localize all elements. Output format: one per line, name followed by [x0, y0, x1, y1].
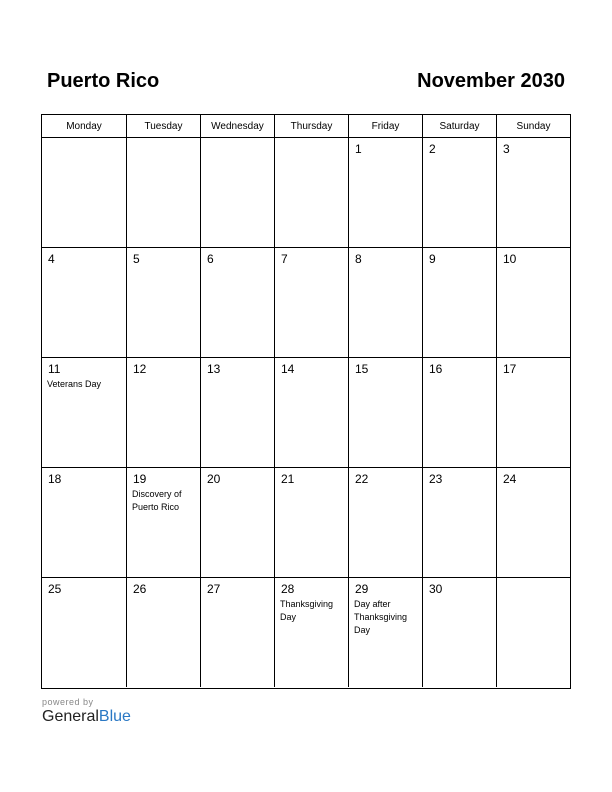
day-cell — [201, 138, 275, 247]
holiday-label: Discovery of Puerto Rico — [132, 489, 182, 512]
calendar-header — [47, 70, 565, 100]
day-cell — [349, 138, 423, 247]
day-cell — [423, 248, 497, 357]
day-number: 29 — [355, 582, 369, 596]
day-cell — [275, 248, 349, 357]
day-number: 7 — [281, 252, 288, 266]
day-cell — [349, 578, 423, 687]
day-number: 14 — [281, 362, 295, 376]
day-number: 9 — [429, 252, 436, 266]
day-cell — [201, 468, 275, 577]
weekday-wednesday: Wednesday — [201, 115, 275, 137]
day-number: 19 — [133, 472, 147, 486]
holiday-label: Day after Thanksgiving Day — [354, 599, 408, 635]
holiday-label: Thanksgiving Day — [280, 599, 334, 622]
day-number: 22 — [355, 472, 369, 486]
day-number: 25 — [48, 582, 62, 596]
day-cell — [423, 358, 497, 467]
day-cell — [42, 248, 127, 357]
day-number: 20 — [207, 472, 221, 486]
weekday-sunday: Sunday — [516, 120, 551, 132]
day-cell — [349, 248, 423, 357]
day-cell — [497, 248, 570, 357]
day-cell — [201, 248, 275, 357]
day-number: 24 — [503, 472, 517, 486]
day-cell — [423, 138, 497, 247]
day-cell — [42, 358, 127, 467]
day-cell — [127, 358, 201, 467]
week-row — [42, 358, 570, 468]
weekday-saturday: Saturday — [423, 115, 497, 137]
day-cell — [127, 138, 201, 247]
country-title: Puerto Rico — [47, 70, 160, 92]
day-cell — [201, 578, 275, 687]
day-cell — [127, 578, 201, 687]
calendar-grid — [41, 114, 571, 689]
brand-name-blue: Blue — [98, 708, 131, 725]
month-title: November 2030 — [417, 70, 565, 92]
week-row — [42, 578, 570, 687]
day-cell — [275, 468, 349, 577]
day-cell — [201, 358, 275, 467]
day-number: 16 — [429, 362, 443, 376]
weekday-monday: Monday — [42, 115, 127, 137]
day-number: 15 — [355, 362, 369, 376]
day-number: 1 — [355, 142, 362, 156]
day-number: 30 — [429, 582, 443, 596]
day-number: 4 — [48, 252, 55, 266]
day-number: 28 — [281, 582, 295, 596]
day-number: 13 — [207, 362, 221, 376]
weekday-header-row — [42, 115, 570, 138]
day-cell — [42, 468, 127, 577]
week-row — [42, 468, 570, 578]
day-cell — [497, 138, 570, 247]
day-cell — [42, 138, 127, 247]
day-number: 6 — [207, 252, 214, 266]
day-number: 5 — [133, 252, 140, 266]
weekday-thursday: Thursday — [275, 115, 349, 137]
brand-logo — [42, 708, 131, 726]
day-cell — [275, 358, 349, 467]
weekday-friday: Friday — [349, 115, 423, 137]
powered-by-text: powered by — [42, 697, 94, 707]
day-number: 18 — [48, 472, 62, 486]
day-number: 21 — [281, 472, 295, 486]
day-cell — [349, 468, 423, 577]
weekday-tuesday: Tuesday — [127, 115, 201, 137]
day-number: 26 — [133, 582, 147, 596]
day-number: 3 — [503, 142, 510, 156]
day-cell — [127, 468, 201, 577]
day-number: 17 — [503, 362, 517, 376]
day-number: 23 — [429, 472, 443, 486]
day-number: 10 — [503, 252, 517, 266]
day-cell — [275, 578, 349, 687]
week-row — [42, 138, 570, 248]
day-cell — [275, 138, 349, 247]
day-cell — [42, 578, 127, 687]
day-cell — [497, 468, 570, 577]
footer-branding — [42, 697, 131, 726]
day-cell — [497, 358, 570, 467]
day-cell — [423, 468, 497, 577]
holiday-label: Veterans Day — [47, 379, 102, 389]
weeks-container — [42, 138, 570, 687]
day-number: 12 — [133, 362, 147, 376]
day-number: 8 — [355, 252, 362, 266]
week-row — [42, 248, 570, 358]
day-cell — [497, 578, 570, 687]
day-number: 11 — [48, 362, 61, 376]
brand-name-general: General — [42, 708, 99, 725]
day-cell — [349, 358, 423, 467]
day-number: 2 — [429, 142, 436, 156]
day-cell — [127, 248, 201, 357]
day-number: 27 — [207, 582, 221, 596]
day-cell — [423, 578, 497, 687]
